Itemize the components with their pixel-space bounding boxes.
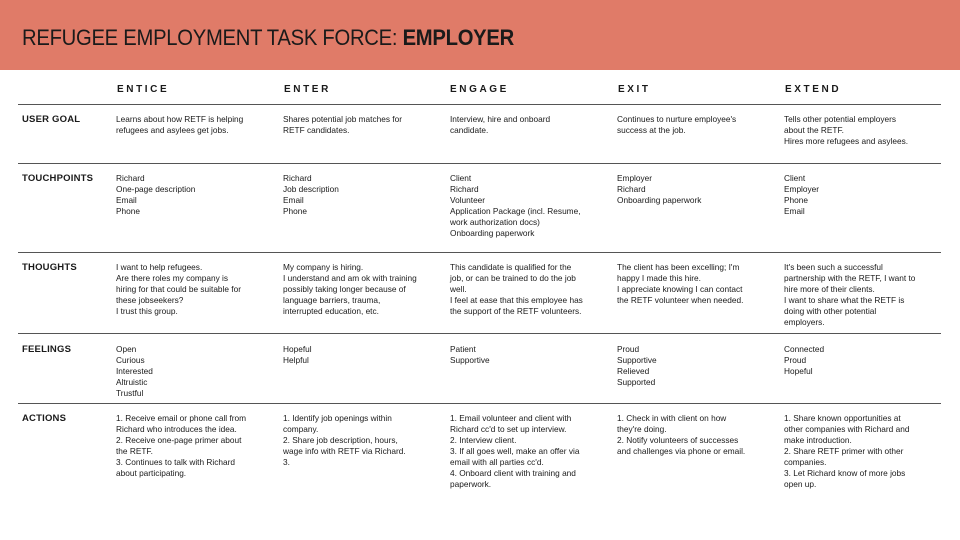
table-cell: [617, 413, 777, 457]
cell-text-line: Phone: [784, 195, 808, 205]
table-cell: [784, 114, 944, 147]
row-label: USER GOAL: [22, 114, 81, 125]
table-cell: [784, 413, 944, 490]
table-cell: [450, 262, 610, 317]
cell-text-line: It's been such a successful: [784, 262, 883, 272]
row-label: TOUCHPOINTS: [22, 173, 94, 184]
cell-text-line: Application Package (incl. Resume,: [450, 206, 581, 216]
cell-text-line: about participating.: [116, 468, 187, 478]
title-bold: EMPLOYER: [402, 25, 514, 50]
cell-text-line: Onboarding paperwork: [617, 195, 702, 205]
cell-text-line: Trustful: [116, 388, 144, 398]
cell-text-line: Phone: [116, 206, 140, 216]
cell-text-line: Continues to nurture employee's: [617, 114, 737, 124]
cell-text-line: possibly taking longer because of: [283, 284, 406, 294]
cell-text-line: Interview, hire and onboard: [450, 114, 551, 124]
cell-text-line: happy I made this hire.: [617, 273, 701, 283]
cell-text-line: 3. Let Richard know of more jobs: [784, 468, 906, 478]
cell-text-line: I trust this group.: [116, 306, 178, 316]
cell-text-line: 3. Continues to talk with Richard: [116, 457, 235, 467]
cell-text-line: Richard who introduces the idea.: [116, 424, 237, 434]
phase-exit: EXIT: [618, 84, 651, 95]
title-prefix: REFUGEE EMPLOYMENT TASK FORCE:: [22, 25, 403, 50]
cell-text-line: Altruistic: [116, 377, 148, 387]
cell-text-line: 1. Check in with client on how: [617, 413, 727, 423]
cell-text-line: paperwork.: [450, 479, 492, 489]
cell-text-line: Phone: [283, 206, 307, 216]
table-cell: [617, 344, 777, 388]
divider-line: [18, 163, 941, 164]
cell-text-line: 1. Email volunteer and client with: [450, 413, 572, 423]
cell-text-line: candidate.: [450, 125, 489, 135]
cell-text-line: Shares potential job matches for: [283, 114, 402, 124]
cell-text-line: success at the job.: [617, 125, 686, 135]
cell-text-line: they're doing.: [617, 424, 667, 434]
cell-text-line: Relieved: [617, 366, 650, 376]
cell-text-line: 4. Onboard client with training and: [450, 468, 576, 478]
cell-text-line: the RETF volunteer when needed.: [617, 295, 744, 305]
phase-engage: ENGAGE: [450, 84, 509, 95]
cell-text-line: Richard: [617, 184, 646, 194]
cell-text-line: other companies with Richard and: [784, 424, 910, 434]
table-cell: [283, 114, 443, 136]
table-cell: [450, 413, 610, 490]
cell-text-line: 2. Share job description, hours,: [283, 435, 398, 445]
table-cell: [784, 173, 944, 217]
cell-text-line: 2. Notify volunteers of successes: [617, 435, 739, 445]
phase-enter: ENTER: [284, 84, 331, 95]
cell-text-line: open up.: [784, 479, 817, 489]
table-cell: [784, 262, 944, 328]
cell-text-line: work authorization docs): [450, 217, 540, 227]
cell-text-line: I want to share what the RETF is: [784, 295, 905, 305]
cell-text-line: 2. Interview client.: [450, 435, 517, 445]
table-cell: [617, 262, 777, 306]
table-cell: [116, 344, 276, 399]
cell-text-line: Employer: [784, 184, 820, 194]
table-cell: [617, 114, 777, 136]
cell-text-line: Proud: [617, 344, 640, 354]
cell-text-line: My company is hiring.: [283, 262, 364, 272]
cell-text-line: Curious: [116, 355, 145, 365]
table-cell: [283, 173, 443, 217]
cell-text-line: interrupted education, etc.: [283, 306, 379, 316]
cell-text-line: Helpful: [283, 355, 309, 365]
cell-text-line: wage info with RETF via Richard.: [283, 446, 406, 456]
cell-text-line: I understand and am ok with training: [283, 273, 417, 283]
cell-text-line: partnership with the RETF, I want to: [784, 273, 916, 283]
cell-text-line: language barriers, trauma,: [283, 295, 381, 305]
cell-text-line: Proud: [784, 355, 807, 365]
cell-text-line: Email: [283, 195, 304, 205]
cell-text-line: 2. Share RETF primer with other: [784, 446, 904, 456]
cell-text-line: the support of the RETF volunteers.: [450, 306, 582, 316]
cell-text-line: companies.: [784, 457, 827, 467]
cell-text-line: The client has been excelling; I'm: [617, 262, 740, 272]
row-label: THOUGHTS: [22, 262, 77, 273]
phase-extend: EXTEND: [785, 84, 842, 95]
cell-text-line: Employer: [617, 173, 653, 183]
cell-text-line: RETF candidates.: [283, 125, 350, 135]
cell-text-line: the RETF.: [116, 446, 153, 456]
header-banner: [0, 0, 960, 70]
cell-text-line: well.: [450, 284, 467, 294]
table-cell: [116, 114, 276, 136]
cell-text-line: hire more of their clients.: [784, 284, 875, 294]
cell-text-line: Hopeful: [283, 344, 312, 354]
cell-text-line: Volunteer: [450, 195, 486, 205]
cell-text-line: 3.: [283, 457, 290, 467]
cell-text-line: make introduction.: [784, 435, 852, 445]
cell-text-line: 3. If all goes well, make an offer via: [450, 446, 580, 456]
divider-line: [18, 252, 941, 253]
cell-text-line: hiring for that could be suitable for: [116, 284, 241, 294]
cell-text-line: Supported: [617, 377, 656, 387]
table-cell: [784, 344, 944, 377]
table-cell: [116, 262, 276, 317]
cell-text-line: Richard: [116, 173, 145, 183]
divider-line: [18, 403, 941, 404]
cell-text-line: I want to help refugees.: [116, 262, 203, 272]
divider-line: [18, 104, 941, 105]
page-title: [22, 25, 514, 51]
cell-text-line: Hires more refugees and asylees.: [784, 136, 909, 146]
table-cell: [283, 413, 443, 468]
cell-text-line: Interested: [116, 366, 153, 376]
cell-text-line: Richard cc'd to set up interview.: [450, 424, 567, 434]
cell-text-line: Richard: [450, 184, 479, 194]
row-label: FEELINGS: [22, 344, 72, 355]
cell-text-line: Richard: [283, 173, 312, 183]
cell-text-line: Patient: [450, 344, 476, 354]
cell-text-line: Supportive: [617, 355, 657, 365]
cell-text-line: I appreciate knowing I can contact: [617, 284, 743, 294]
cell-text-line: doing with other potential: [784, 306, 877, 316]
table-cell: [283, 344, 443, 366]
cell-text-line: Tells other potential employers: [784, 114, 897, 124]
cell-text-line: email with all parties cc'd.: [450, 457, 544, 467]
divider-line: [18, 333, 941, 334]
cell-text-line: Open: [116, 344, 137, 354]
cell-text-line: job, or can be trained to do the job: [450, 273, 576, 283]
cell-text-line: Connected: [784, 344, 825, 354]
cell-text-line: and challenges via phone or email.: [617, 446, 746, 456]
cell-text-line: Email: [784, 206, 805, 216]
cell-text-line: 1. Identify job openings within: [283, 413, 392, 423]
table-cell: [450, 344, 610, 366]
cell-text-line: I feel at ease that this employee has: [450, 295, 583, 305]
cell-text-line: Client: [784, 173, 806, 183]
phase-entice: ENTICE: [117, 84, 170, 95]
cell-text-line: 2. Receive one-page primer about: [116, 435, 242, 445]
table-cell: [283, 262, 443, 317]
cell-text-line: Client: [450, 173, 472, 183]
table-cell: [617, 173, 777, 206]
row-label: ACTIONS: [22, 413, 67, 424]
cell-text-line: company.: [283, 424, 319, 434]
table-cell: [450, 173, 610, 239]
cell-text-line: One-page description: [116, 184, 196, 194]
cell-text-line: 1. Receive email or phone call from: [116, 413, 247, 423]
cell-text-line: Onboarding paperwork: [450, 228, 535, 238]
cell-text-line: Email: [116, 195, 137, 205]
cell-text-line: 1. Share known opportunities at: [784, 413, 901, 423]
cell-text-line: Are there roles my company is: [116, 273, 229, 283]
cell-text-line: about the RETF.: [784, 125, 844, 135]
table-cell: [116, 173, 276, 217]
table-cell: [450, 114, 610, 136]
cell-text-line: Hopeful: [784, 366, 813, 376]
cell-text-line: Supportive: [450, 355, 490, 365]
cell-text-line: This candidate is qualified for the: [450, 262, 572, 272]
cell-text-line: Job description: [283, 184, 339, 194]
table-cell: [116, 413, 276, 479]
cell-text-line: employers.: [784, 317, 825, 327]
cell-text-line: refugees and asylees get jobs.: [116, 125, 229, 135]
cell-text-line: Learns about how RETF is helping: [116, 114, 244, 124]
cell-text-line: these jobseekers?: [116, 295, 184, 305]
phase-header-row: [0, 84, 960, 98]
